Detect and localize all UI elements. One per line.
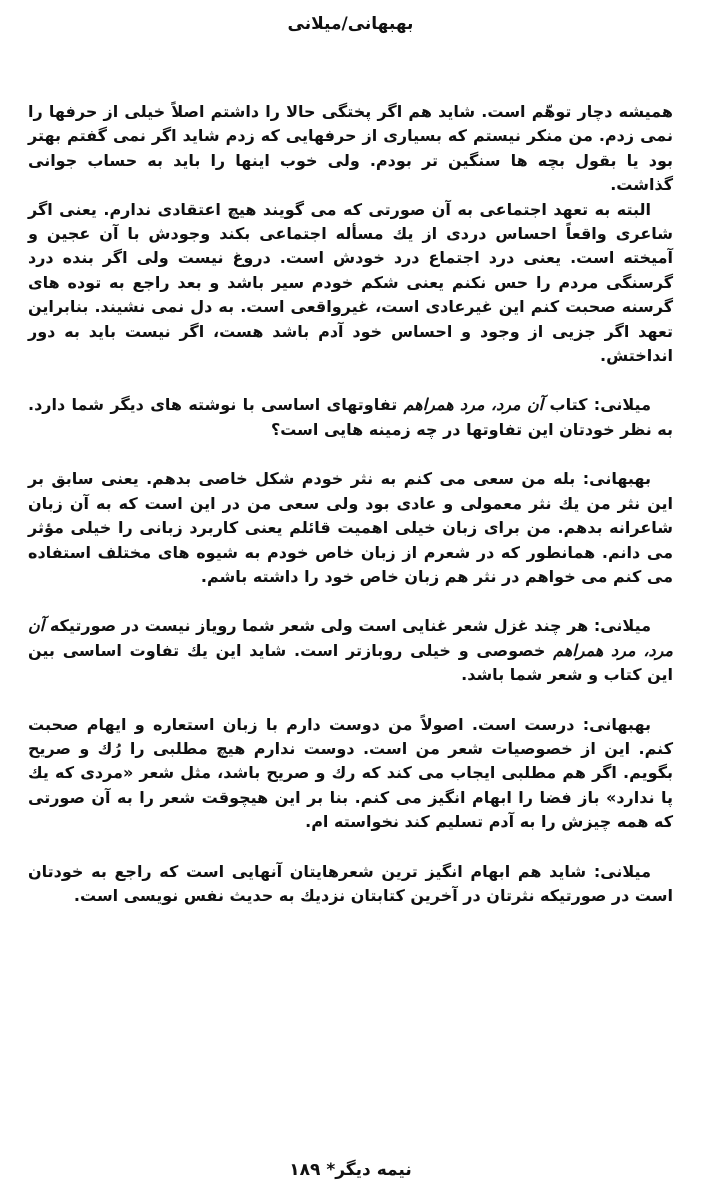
paragraph-3-rest: تفاوتهای اساسی با نوشته های دیگر شما دارد. به نظر خودتان این تفاوتها در چه زمینه هایی است؟	[28, 395, 673, 439]
paragraph-6-text: درست است. اصولاً من دوست دارم با زبان استعاره و ایهام صحبت کنم. این از خصوصیات شعر من است. دوست ندارم هیچ مطلبی را رُك و صریح بگویم. اگر هم مطلبی ایجاب می کند که رك و صریح باشد، مثل شعر «مردی که یك پا ندارد» باز فضا را ابهام انگیز می کنم. بنا بر این هیچوقت شعر را به آن صورتی که همه چیزش را به آدم تسلیم کند نخواسته ام.	[28, 714, 673, 832]
paragraph-2-text: البته به تعهد اجتماعی به آن صورتی که می گویند هیچ اعتقادی ندارم. یعنی اگر شاعری واقعاً احساس دردی از یك مسأله اجتماعی بکند وجودش با آن عجین و آمیخته است. یعنی درد اجتماع درد خودش است. دروغ نیست ولی اگر بنده درد گرسنگی مردم را حس نکنم یعنی شکم خودم سیر باشد و بعد راجع به توده های گرسنه صحبت کنم این غیرعادی است، غیرواقعی است. به دل نمی نشیند. بنابراین تعهد اگر جزیی از وجود و احساس خود آدم باشد هست، اگر نیست باید به دور انداختش.	[28, 199, 673, 366]
running-header	[0, 14, 701, 34]
paragraph-4-text: بله من سعی می کنم به نثر خودم شکل خاصی بدهم. یعنی سابق بر این نثر من یك نثر معمولی و عادی بود ولی سعی من در این است که به آن زبان شاعرانه بدهم. من برای زبان خیلی اهمیت قائلم یعنی کاربرد زبانی را خیلی مؤثر می دانم. همانطور که در شعرم از زبان خاص خودم به شیوه های مختلف استفاده می کنم می خواهم در نثر هم زبان خاص خود را داشته باشم.	[28, 469, 673, 586]
paragraph-1	[28, 100, 673, 198]
article-body	[28, 100, 673, 908]
paragraph-7-text: شاید هم ابهام انگیز ترین شعرهایتان آنهایی است که راجع به خودتان است در صورتیکه نثرتان در آخرین کتابتان نزدیك به حدیث نفس نویسی است.	[28, 861, 673, 905]
paragraph-gap	[28, 589, 673, 614]
paragraph-7	[28, 860, 673, 909]
page-footer	[0, 1160, 701, 1180]
paragraph-5	[28, 614, 673, 687]
book-title: آن مرد، مرد همراهم	[403, 395, 544, 415]
paragraph-4	[28, 467, 673, 589]
paragraph-5-rest: خصوصی و خیلی روبازتر است. شاید این یك تفاوت اساسی بین این کتاب و شعر شما باشد.	[28, 640, 673, 685]
speaker-label: بهبهانی:	[582, 714, 652, 734]
paragraph-2	[28, 198, 673, 369]
speaker-label: میلانی:	[593, 616, 652, 636]
paragraph-gap	[28, 442, 673, 467]
paragraph-gap	[28, 835, 673, 860]
paragraph-gap	[28, 368, 673, 393]
paragraph-5-lead: هر چند غزل شعر غنایی است ولی شعر شما رویاز نیست در صورتیکه	[49, 616, 589, 636]
paragraph-6	[28, 713, 673, 835]
speaker-label: میلانی:	[593, 395, 651, 415]
paragraph-gap	[28, 688, 673, 713]
page-number-label: نیمه دیگر* ۱۸۹	[289, 1160, 412, 1180]
speaker-label: بهبهانی:	[582, 469, 651, 489]
paragraph-3	[28, 393, 673, 442]
paragraph-3-lead: کتاب	[549, 395, 588, 415]
paragraph-1-text: همیشه دچار توهّم است. شاید هم اگر پختگی حالا را داشتم اصلاً خیلی از حرفها را نمی زدم. من منکر نیستم که بسیاری از حرفهایی که زدم شاید اگر نمی گفتم بهتر بود یا بقول بچه ها سنگین تر بودم. ولی خوب اینها را باید به حساب جوانی گذاشت.	[28, 102, 673, 195]
header-title: بهبهانی/میلانی	[287, 14, 414, 34]
book-title: آن مرد، مرد همراهم	[28, 616, 674, 660]
speaker-label: میلانی:	[593, 861, 651, 881]
